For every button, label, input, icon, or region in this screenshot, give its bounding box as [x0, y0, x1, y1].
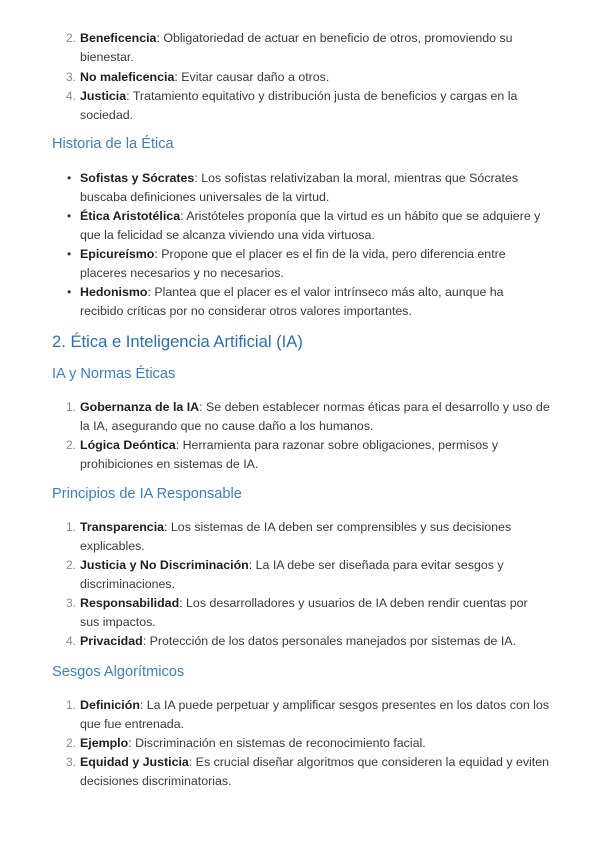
- term: Responsabilidad: [80, 596, 180, 610]
- list-number: 3.: [65, 755, 76, 769]
- list-number: 2.: [65, 558, 76, 572]
- section-heading-principios: Principios de IA Responsable: [52, 486, 242, 502]
- list-number: 2.: [65, 736, 76, 750]
- bullet-icon: •: [67, 285, 72, 299]
- bullet-icon: •: [67, 247, 72, 261]
- description: : Los desarrolladores y usuarios de IA deben rendir cuentas por sus impactos.: [80, 596, 528, 629]
- term: Gobernanza de la IA: [80, 400, 200, 414]
- list-number: 3.: [65, 70, 76, 84]
- description: : Discriminación en sistemas de reconocimiento facial.: [128, 736, 426, 750]
- term: Justicia: [80, 89, 127, 103]
- description: : La IA puede perpetuar y amplificar sesgos presentes en los datos con los que fue entrenada.: [80, 698, 550, 731]
- list-number: 1.: [65, 400, 76, 414]
- term: Privacidad: [80, 634, 143, 648]
- list-item: [65, 518, 550, 556]
- list-number: 2.: [65, 438, 76, 452]
- list-item: [65, 436, 550, 474]
- list-item: [65, 734, 550, 753]
- bullet-icon: •: [67, 171, 72, 185]
- term: No maleficencia: [80, 70, 175, 84]
- list-item: [65, 29, 550, 67]
- term: Ética Aristotélica: [80, 209, 181, 223]
- list-item: [65, 594, 550, 632]
- term: Sofistas y Sócrates: [80, 171, 195, 185]
- description: : Plantea que el placer es el valor intrínseco más alto, aunque ha recibido críticas por no considerar otros valores importantes.: [80, 285, 504, 318]
- description: : Es crucial diseñar algoritmos que consideren la equidad y eviten decisiones discriminatorias.: [80, 755, 550, 788]
- list-item: [67, 169, 550, 207]
- description: : Se deben establecer normas éticas para el desarrollo y uso de la IA, asegurando que no cause daño a los humanos.: [80, 400, 550, 433]
- list-item: [67, 245, 550, 283]
- list-item: [65, 68, 550, 87]
- term: Epicureísmo: [80, 247, 155, 261]
- term: Hedonismo: [80, 285, 148, 299]
- list-item: [65, 753, 550, 791]
- list-item: [65, 632, 550, 651]
- description: : Obligatoriedad de actuar en beneficio de otros, promoviendo su bienestar.: [80, 31, 513, 64]
- term: Justicia y No Discriminación: [80, 558, 249, 572]
- description: : Herramienta para razonar sobre obligaciones, permisos y prohibiciones en sistemas de IA.: [80, 438, 499, 471]
- description: : Los sistemas de IA deben ser comprensibles y sus decisiones explicables.: [80, 520, 512, 553]
- list-number: 1.: [65, 520, 76, 534]
- list-number: 1.: [65, 698, 76, 712]
- bullet-icon: •: [67, 209, 72, 223]
- section-heading-historia: Historia de la Ética: [52, 136, 174, 152]
- description: : Propone que el placer es el fin de la vida, pero diferencia entre placeres necesarios y no necesarios.: [80, 247, 506, 280]
- term: Definición: [80, 698, 140, 712]
- list-number: 4.: [65, 89, 76, 103]
- section-heading-etica-ia: 2. Ética e Inteligencia Artificial (IA): [52, 332, 303, 351]
- list-number: 3.: [65, 596, 76, 610]
- list-item: [65, 556, 550, 594]
- list-number: 2.: [65, 31, 76, 45]
- description: : La IA debe ser diseñada para evitar sesgos y discriminaciones.: [80, 558, 504, 591]
- list-item: [67, 207, 550, 245]
- list-item: [65, 398, 550, 436]
- description: : Protección de los datos personales manejados por sistemas de IA.: [142, 634, 516, 648]
- list-number: 4.: [65, 634, 76, 648]
- term: Beneficencia: [80, 31, 157, 45]
- section-heading-normas: IA y Normas Éticas: [52, 366, 176, 382]
- description: : Aristóteles proponía que la virtud es un hábito que se adquiere y que la felicidad se alcanza viviendo una vida virtuosa.: [80, 209, 541, 242]
- term: Equidad y Justicia: [80, 755, 189, 769]
- description: : Tratamiento equitativo y distribución justa de beneficios y cargas en la sociedad.: [80, 89, 518, 122]
- section-heading-sesgos: Sesgos Algorítmicos: [52, 664, 185, 680]
- description: : Evitar causar daño a otros.: [174, 70, 330, 84]
- list-item: [65, 87, 550, 125]
- term: Transparencia: [80, 520, 165, 534]
- list-item: [65, 696, 550, 734]
- list-item: [67, 283, 550, 321]
- term: Ejemplo: [80, 736, 129, 750]
- term: Lógica Deóntica: [80, 438, 176, 452]
- description: : Los sofistas relativizaban la moral, mientras que Sócrates buscaba definiciones universales de la virtud.: [80, 171, 519, 204]
